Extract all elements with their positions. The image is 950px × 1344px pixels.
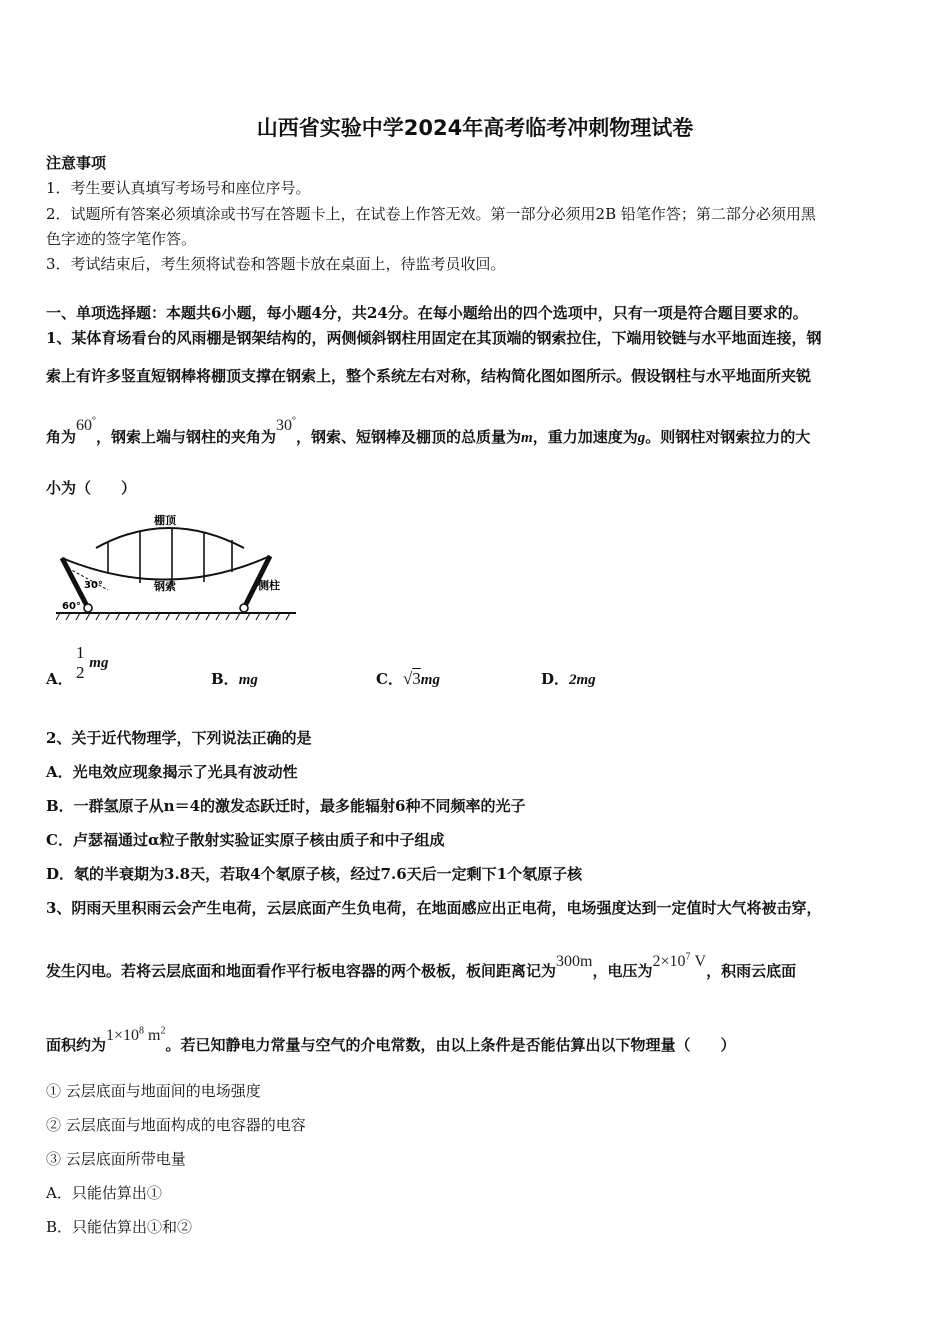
numerator: 1	[76, 643, 85, 662]
q1-option-c	[376, 668, 440, 689]
angle-value: 30	[276, 417, 293, 434]
left-hinge	[84, 604, 92, 612]
distance-value: 300m	[556, 953, 593, 970]
notice-heading: 注意事项	[46, 154, 107, 172]
column-label: 侧柱	[258, 579, 280, 592]
cable-label: 钢索	[154, 580, 176, 593]
radicand: 3	[412, 669, 421, 688]
q1-line2: 索上有许多竖直短钢棒将棚顶支撑在钢索上，整个系统左右对称，结构简化图如图所示。假设钢柱与水平地面所夹锐	[46, 367, 812, 385]
q3-text: 面积约为	[46, 1036, 107, 1054]
canopy-diagram	[56, 510, 296, 622]
right-hinge	[240, 604, 248, 612]
area-unit-exponent: 2	[160, 1025, 166, 1037]
q3-text: ，积雨云底面	[706, 962, 797, 980]
q2-option-d: D．氡的半衰期为3.8天，若取4个氡原子核，经过7.6天后一定剩下1个氡原子核	[46, 865, 583, 883]
q1-line3	[46, 415, 811, 447]
option-letter: C．	[376, 670, 403, 688]
q1-option-a-letter: A．	[46, 670, 73, 688]
q1-option-d	[541, 668, 596, 689]
section-heading: 一、单项选择题：本题共6小题，每小题4分，共24分。在每小题给出的四个选项中，只有一项是符合题目要求的。	[46, 304, 808, 322]
q1-text: ，钢索、短钢棒及棚顶的总质量为	[296, 428, 522, 446]
q1-text: ，重力加速度为	[532, 428, 638, 446]
q1-text: 角为	[46, 428, 77, 446]
notice-item: 1．考生要认真填写考场号和座位序号。	[46, 179, 311, 197]
q3-item-3: ③ 云层底面所带电量	[46, 1150, 186, 1168]
roof-label: 棚顶	[154, 514, 176, 527]
q1-text: ，钢索上端与钢柱的夹角为	[96, 428, 277, 446]
denominator: 2	[76, 663, 85, 682]
q1-text: 。则钢柱对钢索拉力的大	[645, 428, 811, 446]
q3-item-1: ① 云层底面与地面间的电场强度	[46, 1082, 261, 1100]
angle-value: 60	[76, 417, 93, 434]
q3-option-a: A．只能估算出①	[46, 1184, 162, 1202]
q2-stem: 2、关于近代物理学，下列说法正确的是	[46, 729, 312, 747]
option-expression: mg	[420, 672, 440, 688]
q1-option-a	[76, 643, 108, 683]
option-expression: mg	[89, 655, 109, 671]
ground-hatching	[56, 613, 290, 620]
area-base: 1×10	[106, 1027, 140, 1044]
q3-item-2: ② 云层底面与地面构成的电容器的电容	[46, 1116, 306, 1134]
notice-item: 3．考试结束后，考生须将试卷和答题卡放在桌面上，待监考员收回。	[46, 255, 506, 273]
option-expression: mg	[238, 672, 258, 688]
q3-line1: 3、阴雨天里积雨云会产生电荷，云层底面产生负电荷，在地面感应出正电荷，电场强度达到一定值时大气将被击穿，	[46, 899, 822, 917]
voltage-base: 2×10	[652, 953, 686, 970]
angle-30: 30°	[276, 415, 297, 434]
sqrt-symbol: √3	[402, 669, 421, 688]
mass-symbol: m	[521, 430, 533, 446]
q2-option-c: C．卢瑟福通过α粒子散射实验证实原子核由质子和中子组成	[46, 831, 445, 849]
option-expression: 2mg	[569, 672, 596, 688]
voltage-value	[652, 953, 706, 970]
area-value	[106, 1027, 165, 1044]
page-title: 山西省实验中学2024年高考临考冲刺物理试卷	[256, 116, 694, 140]
q3-option-b: B．只能估算出①和②	[46, 1218, 193, 1236]
area-unit: m	[144, 1027, 161, 1044]
q2-option-a: A．光电效应现象揭示了光具有波动性	[46, 763, 298, 781]
q3-line3	[46, 1025, 736, 1055]
angle60-label: 60°	[62, 601, 81, 612]
angle30-label: 30°	[84, 580, 103, 591]
option-letter: D．	[541, 670, 570, 688]
q3-line2	[46, 951, 797, 981]
q1-option-b	[211, 668, 258, 689]
voltage-unit: V	[690, 953, 707, 970]
q3-text: 发生闪电。若将云层底面和地面看作平行板电容器的两个极板，板间距离记为	[46, 962, 557, 980]
gravity-symbol: g	[637, 430, 646, 446]
q2-option-b: B．一群氢原子从n＝4的激发态跃迁时，最多能辐射6种不同频率的光子	[46, 797, 526, 815]
q3-text: 。若已知静电力常量与空气的介电常数，由以上条件是否能估算出以下物理量（ ）	[165, 1036, 736, 1054]
roof-arc	[96, 528, 244, 548]
fraction	[76, 643, 85, 683]
notice-item: 2．试题所有答案必须填涂或书写在答题卡上，在试卷上作答无效。第一部分必须用2B 铅笔作答；第二部分必须用黑	[46, 205, 816, 223]
area-exponent: 8	[139, 1025, 145, 1037]
cable-curve	[62, 556, 270, 580]
q1-line1: 1、某体育场看台的风雨棚是钢架结构的，两侧倾斜钢柱用固定在其顶端的钢索拉住，下端用铰链与水平地面连接，钢	[46, 329, 822, 347]
notice-item: 色字迹的签字笔作答。	[46, 230, 197, 248]
angle-60: 60°	[76, 415, 97, 434]
voltage-exponent: 7	[685, 951, 691, 963]
q3-text: ，电压为	[592, 962, 653, 980]
option-letter: B．	[211, 670, 239, 688]
q1-line4: 小为（ ）	[46, 479, 137, 497]
